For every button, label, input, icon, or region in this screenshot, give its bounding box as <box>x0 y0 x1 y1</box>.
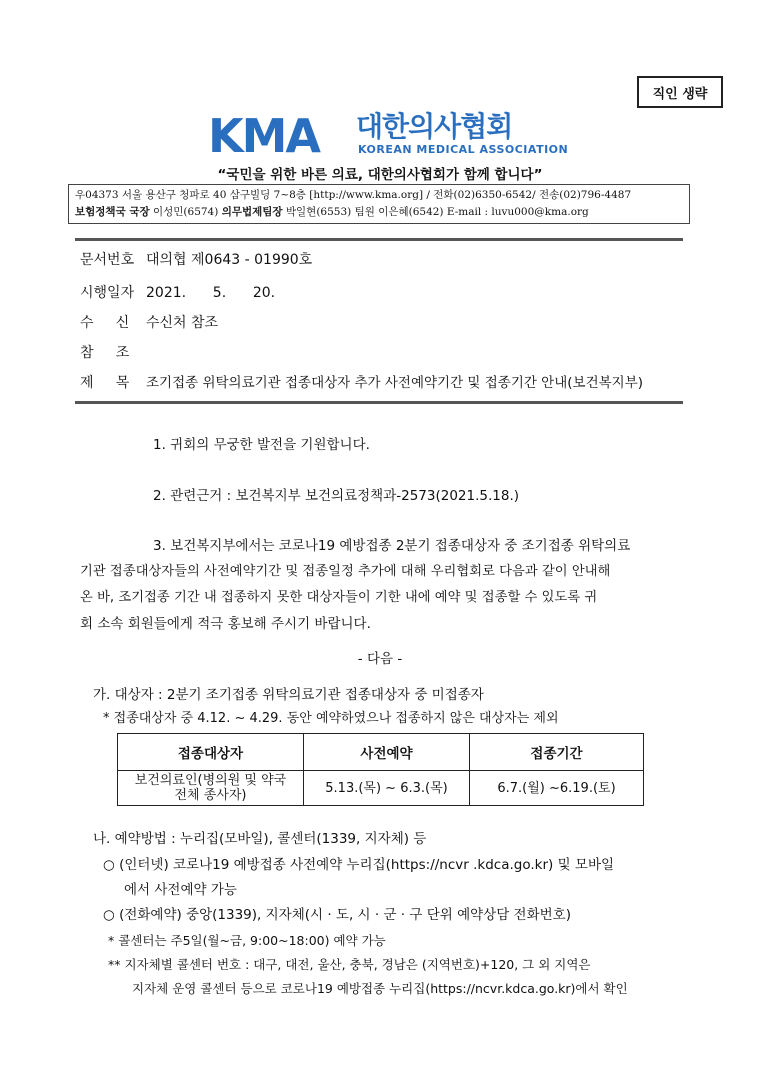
paragraph-3-line-1: 3. 보건복지부에서는 코로나19 예방접종 2분기 접종대상자 중 조기접종 위탁의료 <box>153 538 631 554</box>
contact-address-line: 우04373 서울 용산구 청파로 40 삼구빌딩 7~8층 [http://www.kma.org] / 전화(02)6350-6542/ 전송(02)796-4487 <box>75 189 632 201</box>
meta-reference <box>80 343 146 363</box>
meta-label: 제 목 <box>80 375 130 391</box>
table-header-row <box>118 734 644 771</box>
meta-value: 조기접종 위탁의료기관 접종대상자 추가 사전예약기간 및 접종기간 안내(보건복지부) <box>146 375 644 391</box>
contact-staff-line <box>75 204 683 221</box>
table-row <box>118 771 644 806</box>
schedule-table <box>117 733 644 806</box>
paragraph-3-line-4: 회 소속 회원들에게 적극 홍보해 주시기 바랍니다. <box>80 616 371 632</box>
meta-label: 시행일자 <box>80 285 135 301</box>
slogan: “국민을 위한 바른 의료, 대한의사협회가 함께 합니다” <box>217 167 543 183</box>
contact-role-1: 보험정책국 국장 <box>75 206 150 218</box>
meta-value: 대의협 제0643 - 01990호 <box>146 252 313 268</box>
kma-logo <box>208 109 578 163</box>
meta-label: 문서번호 <box>80 252 135 268</box>
meta-value: 2021. 5. 20. <box>146 285 276 301</box>
logo-english-name: KOREAN MEDICAL ASSOCIATION <box>358 143 569 156</box>
table-header-period: 접종기간 <box>470 734 644 771</box>
top-divider <box>75 238 683 241</box>
item-na-internet-line-2: 에서 사전예약 가능 <box>124 882 237 898</box>
paragraph-3-line-2: 기관 접종대상자들의 사전예약기간 및 접종일정 추가에 대해 우리협회로 다음과 같이 안내해 <box>80 564 611 579</box>
stamp-omitted-box: 직인 생략 <box>637 76 723 108</box>
table-cell-period: 6.7.(월) ~6.19.(토) <box>470 771 644 806</box>
note-call-center-hours: * 콜센터는 주5일(월~금, 9:00~18:00) 예약 가능 <box>108 933 386 948</box>
contact-role-2: 의무법제팀장 <box>221 206 283 218</box>
bottom-divider <box>75 401 683 404</box>
table-cell-target <box>118 771 304 806</box>
meta-date <box>80 283 275 303</box>
meta-label: 참 조 <box>80 345 130 361</box>
item-ga-note: * 접종대상자 중 4.12. ~ 4.29. 동안 예약하였으나 접종하지 않은 대상자는 제외 <box>103 711 559 726</box>
meta-doc-number <box>80 250 312 270</box>
target-line-1: 보건의료인(병의원 및 약국 <box>134 773 287 788</box>
target-line-2: 전체 종사자) <box>174 788 247 803</box>
paragraph-1: 1. 귀회의 무궁한 발전을 기원합니다. <box>153 437 370 453</box>
meta-value: 수신처 참조 <box>146 315 219 331</box>
contact-rest: 박일현(6553) 팀원 이은혜(6542) E-mail : luvu000@kma.org <box>282 206 589 218</box>
meta-label: 수 신 <box>80 315 130 331</box>
table-header-reservation: 사전예약 <box>304 734 470 771</box>
contact-name-1: 이성민(6574) <box>149 206 222 218</box>
logo-mark: KMA <box>208 109 320 163</box>
section-next-heading: - 다음 - <box>357 651 403 667</box>
note-regional-line-2: 지자체 운영 콜센터 등으로 코로나19 예방접종 누리집(https://ncvr.kdca.go.kr)에서 확인 <box>132 981 628 996</box>
meta-recipient <box>80 313 218 333</box>
table-cell-reservation: 5.13.(목) ~ 6.3.(목) <box>304 771 470 806</box>
paragraph-2: 2. 관련근거 : 보건복지부 보건의료정책과-2573(2021.5.18.) <box>153 488 520 504</box>
note-regional-line-1: ** 지자체별 콜센터 번호 : 대구, 대전, 울산, 충북, 경남은 (지역번호)+120, 그 외 지역은 <box>108 957 591 972</box>
paragraph-3-line-3: 온 바, 조기접종 기간 내 접종하지 못한 대상자들이 기한 내에 예약 및 접종할 수 있도록 귀 <box>80 590 598 605</box>
item-ga-target: 가. 대상자 : 2분기 조기접종 위탁의료기관 접종대상자 중 미접종자 <box>93 687 484 703</box>
logo-korean-name: 대한의사협회 <box>356 110 513 143</box>
table-header-target: 접종대상자 <box>118 734 304 771</box>
item-na-phone: ○ (전화예약) 중앙(1339), 지자체(시 · 도, 시 · 군 · 구 단위 예약상담 전화번호) <box>103 907 571 923</box>
item-na-method: 나. 예약방법 : 누리집(모바일), 콜센터(1339, 지자체) 등 <box>93 831 427 847</box>
contact-box <box>68 184 690 224</box>
meta-subject <box>80 373 643 393</box>
item-na-internet-line-1: ○ (인터넷) 코로나19 예방접종 사전예약 누리집(https://ncvr .kdca.go.kr) 및 모바일 <box>103 857 615 873</box>
